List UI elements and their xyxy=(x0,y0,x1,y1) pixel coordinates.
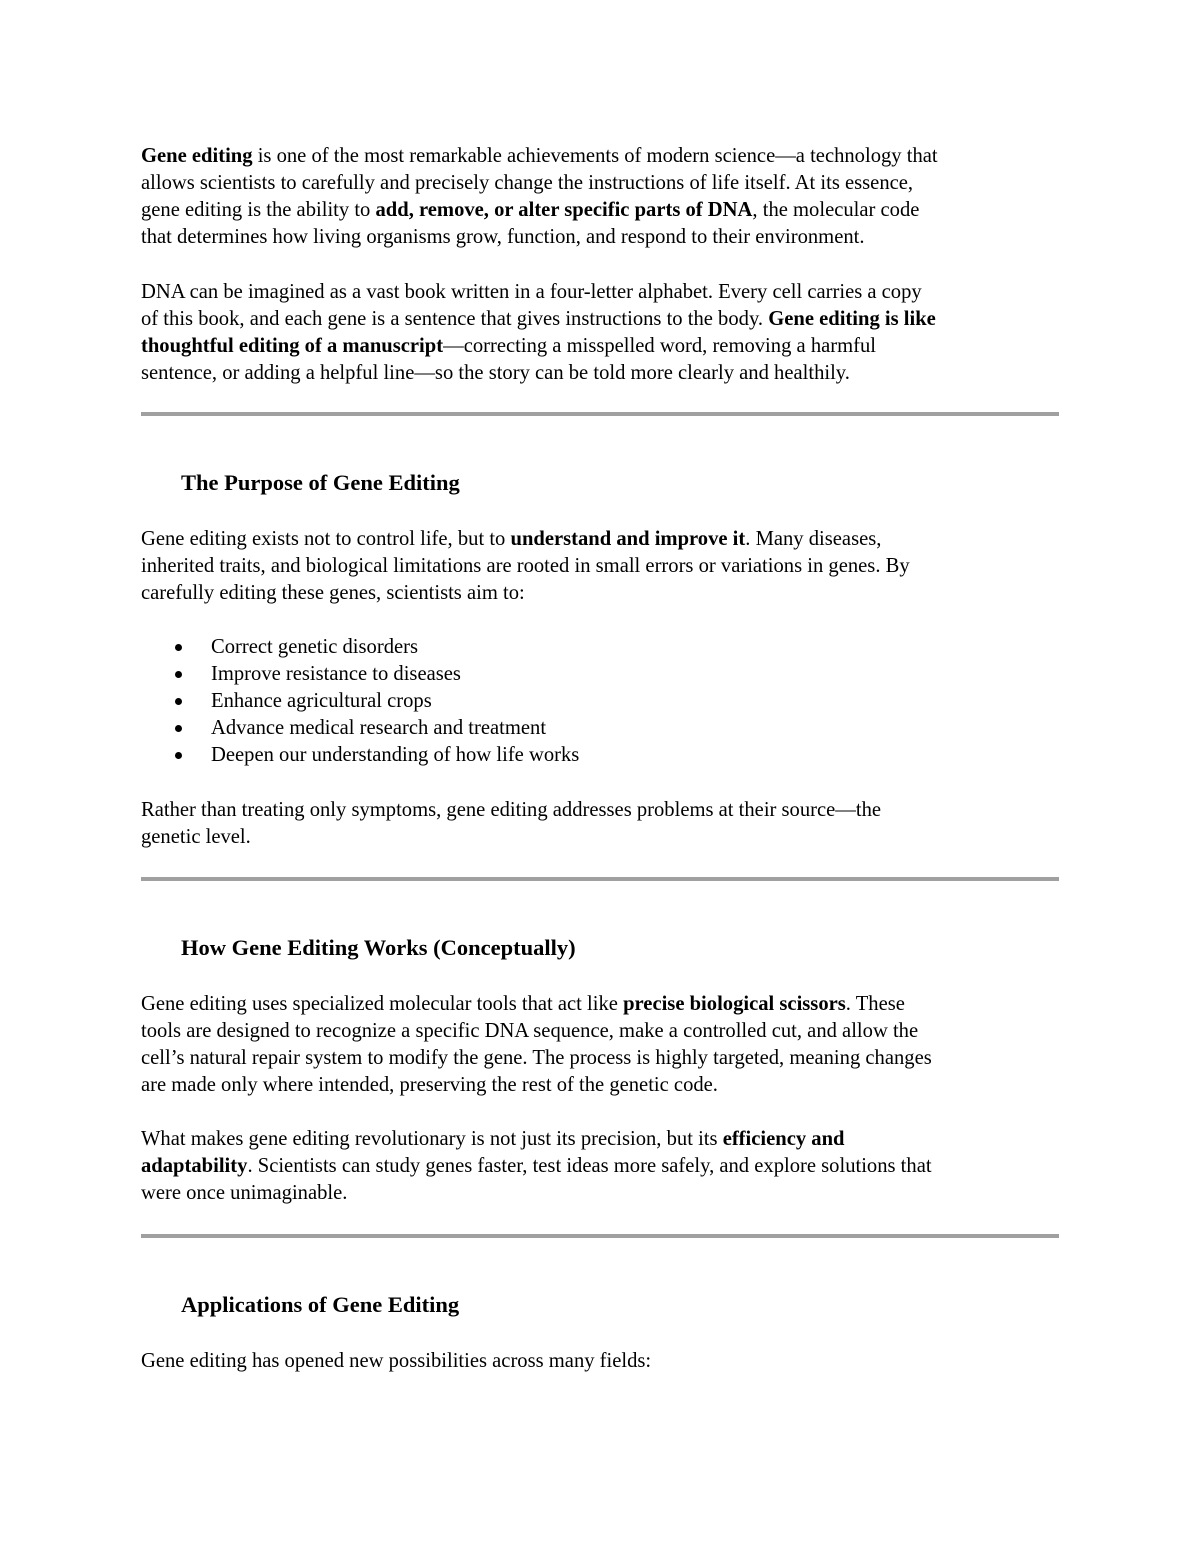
list-item: Correct genetic disorders xyxy=(141,634,1041,661)
bold-term: understand and improve it xyxy=(510,528,746,550)
bold-term: adaptability xyxy=(141,1155,248,1177)
bullet-icon xyxy=(175,725,182,732)
list-item: Enhance agricultural crops xyxy=(141,688,1041,715)
bullet-icon xyxy=(175,671,182,678)
how-paragraph-1: Gene editing uses specialized molecular tools that act like precise biological scissors. These tools are designed to recognize a specific DNA sequence, make a controlled cut, and allow the cell’s natural repair system to modify the gene. The process is highly targeted, meaning changes are made only where intended, preserving the rest of the genetic code. xyxy=(141,993,932,1096)
bold-term: add, remove, or alter specific parts of DNA xyxy=(375,199,753,221)
bold-term: Gene editing xyxy=(141,145,253,167)
intro-paragraph-1: Gene editing is one of the most remarkable achievements of modern science—a technology that allows scientists to carefully and precisely change the instructions of life itself. At its essence, gene editing is the ability to add, remove, or alter specific parts of DNA, the molecular code that determines how living organisms grow, function, and respond to their environment. xyxy=(141,145,938,248)
list-item: Advance medical research and treatment xyxy=(141,715,1041,742)
intro-paragraph-2: DNA can be imagined as a vast book written in a four-letter alphabet. Every cell carries a copy of this book, and each gene is a sentence that gives instructions to the body. Gene editing is like thoughtful editing of a manuscript—correcting a misspelled word, removing a harmful sentence, or adding a helpful line—so the story can be told more clearly and healthily. xyxy=(141,281,936,384)
list-item: Improve resistance to diseases xyxy=(141,661,1041,688)
section-heading-applications: Applications of Gene Editing xyxy=(181,1292,460,1317)
horizontal-rule xyxy=(141,1234,1059,1238)
bold-term: Gene editing is like xyxy=(768,308,936,330)
purpose-paragraph-2: Rather than treating only symptoms, gene editing addresses problems at their source—the genetic level. xyxy=(141,799,882,848)
bold-term: thoughtful editing of a manuscript xyxy=(141,335,444,357)
purpose-bullet-list xyxy=(141,634,1041,769)
bold-term: precise biological scissors xyxy=(623,993,846,1015)
section-heading-how: How Gene Editing Works (Conceptually) xyxy=(181,935,576,960)
how-paragraph-2: What makes gene editing revolutionary is not just its precision, but its efficiency and adaptability. Scientists can study genes faster, test ideas more safely, and explore solutions that were once unimaginable. xyxy=(141,1128,932,1204)
purpose-paragraph-1: Gene editing exists not to control life, but to understand and improve it. Many diseases, inherited traits, and biological limitations are rooted in small errors or variations in genes. By carefully editing these genes, scientists aim to: xyxy=(141,528,910,604)
bullet-icon xyxy=(175,752,182,759)
list-item: Deepen our understanding of how life works xyxy=(141,742,1041,769)
bullet-icon xyxy=(175,644,182,651)
section-heading-purpose: The Purpose of Gene Editing xyxy=(181,470,460,495)
bold-term: efficiency and xyxy=(722,1128,845,1150)
horizontal-rule xyxy=(141,877,1059,881)
horizontal-rule xyxy=(141,412,1059,416)
applications-paragraph-1: Gene editing has opened new possibilities across many fields: xyxy=(141,1350,652,1372)
bullet-icon xyxy=(175,698,182,705)
